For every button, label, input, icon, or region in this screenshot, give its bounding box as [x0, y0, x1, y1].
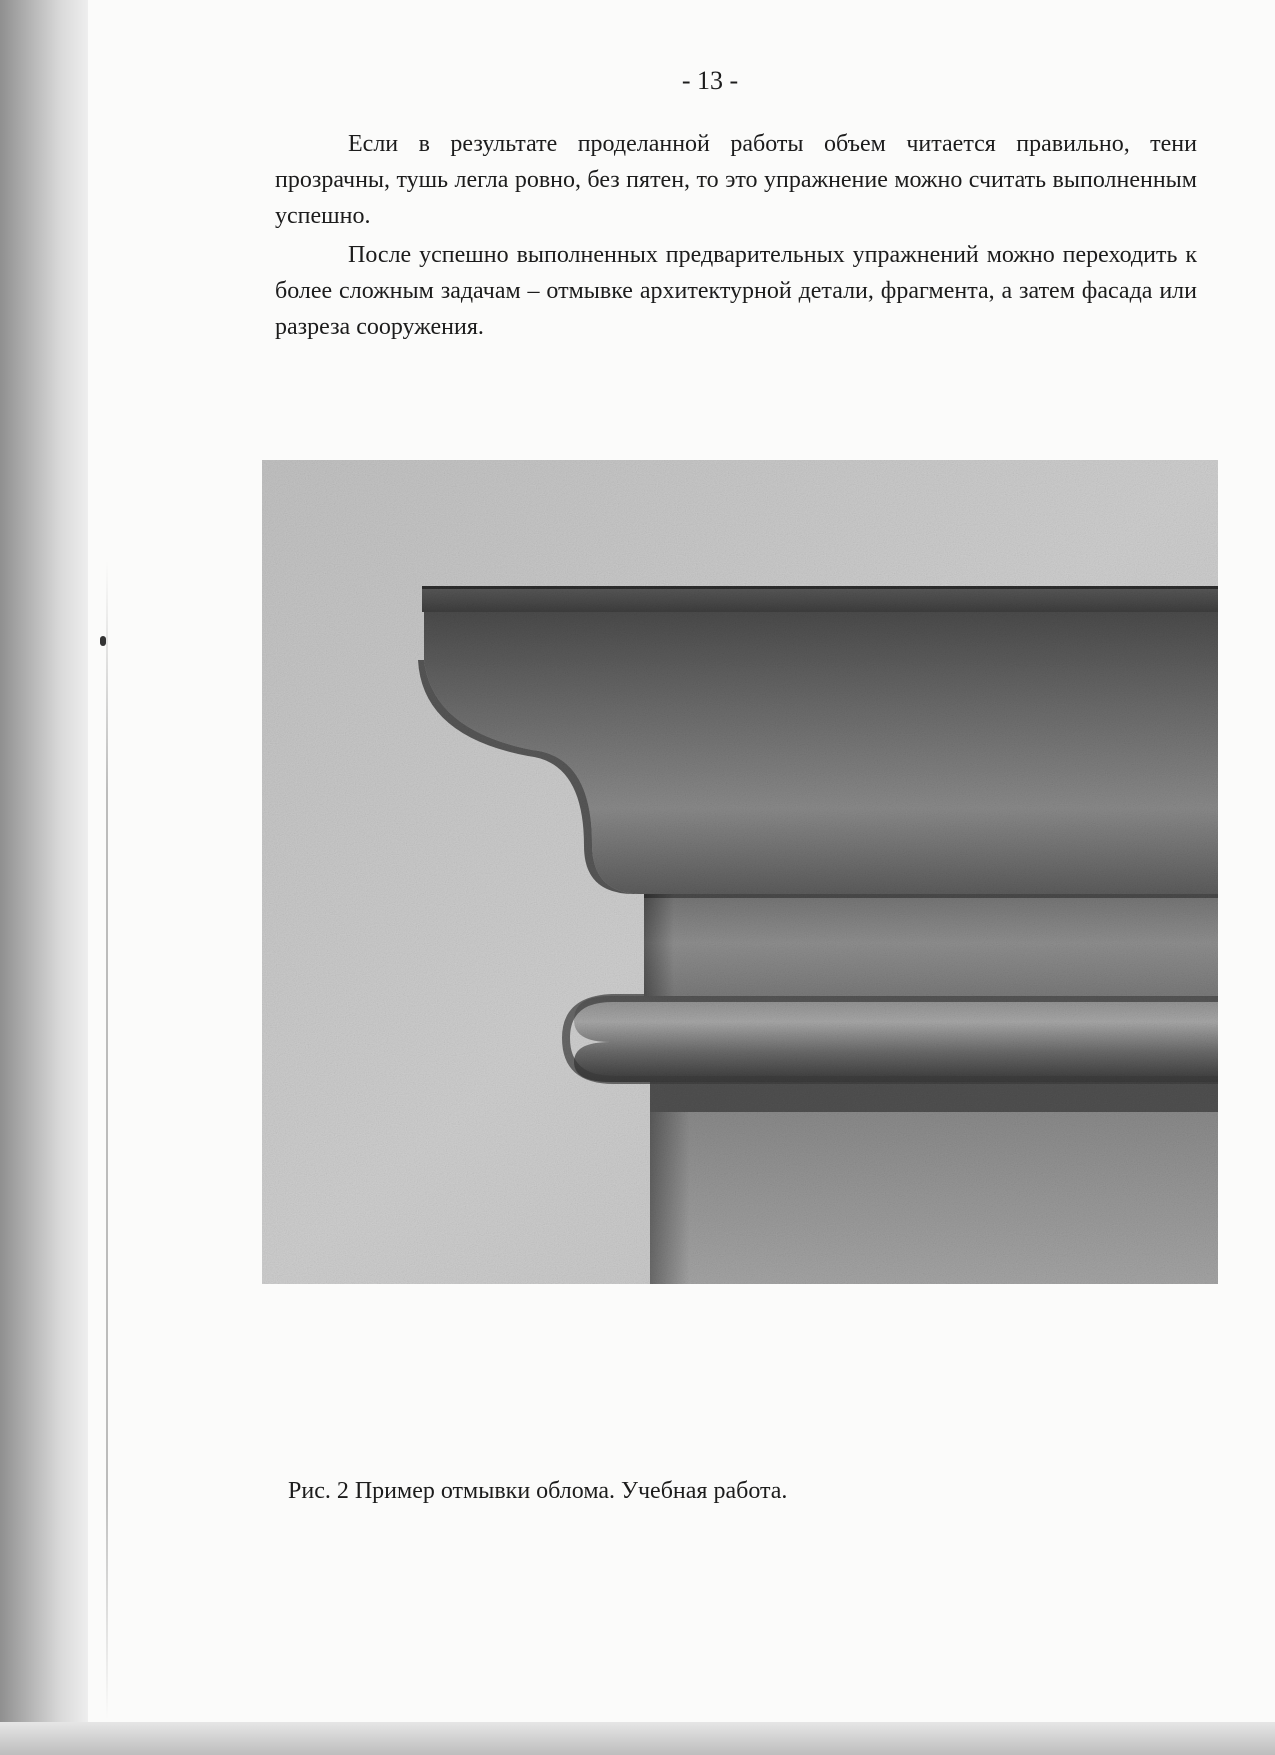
scanner-bottom-edge — [0, 1722, 1275, 1755]
molding-drawing — [262, 460, 1218, 1284]
paragraph-2: После успешно выполненных предварительных упражнений можно переходить к более сложным задачам – отмывке архитектурной детали, фрагмента, а затем фасада или разреза сооружения. — [275, 242, 1197, 340]
top-slab — [422, 586, 1218, 612]
scanner-edge-shadow — [0, 0, 88, 1755]
torus — [574, 996, 1218, 1082]
paragraph-1: Если в результате проделанной работы объем читается правильно, тени прозрачны, тушь легла ровно, без пятен, то это упражнение можно считать выполненным успешно. — [275, 131, 1197, 229]
upper-band — [644, 890, 1218, 996]
body-text — [275, 126, 1197, 348]
page-fold-line — [106, 560, 108, 1720]
page-number: - 13 - — [681, 66, 739, 95]
shaft — [650, 1110, 1218, 1284]
lower-fillet — [650, 1080, 1218, 1112]
binding-mark — [100, 636, 106, 646]
figure-molding-wash — [262, 460, 1218, 1284]
figure-caption: Рис. 2 Пример отмывки облома. Учебная работа. — [288, 1478, 788, 1504]
